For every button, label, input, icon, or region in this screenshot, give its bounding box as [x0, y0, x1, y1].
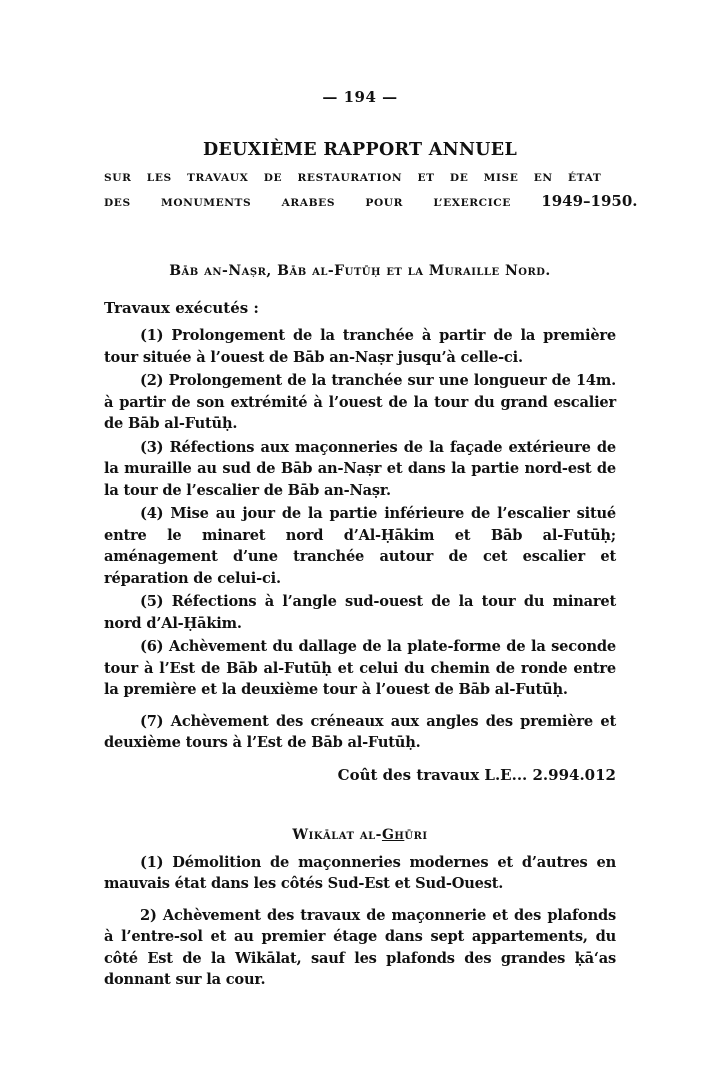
heading-prefix: Wikālat al- — [292, 826, 382, 843]
subtitle-line-2-text: DES MONUMENTS ARABES POUR L’EXERCICE — [104, 197, 511, 209]
report-title: DEUXIÈME RAPPORT ANNUEL — [202, 140, 518, 160]
document-page — [104, 88, 638, 993]
section-1-item-4: (4) Mise au jour de la partie inférieure de l’escalier situé entre le minaret nord d’Al-Ḥākim et Bāb al-Futūḥ; aménagement d’une tranchée autour de cet escalier et réparation de celui-ci. — [104, 505, 616, 587]
page-number: — 194 — — [322, 88, 398, 106]
report-subtitle — [104, 167, 638, 215]
section-2-item-1: (1) Démolition de maçonneries modernes et d’autres en mauvais état dans les côtés Sud-Est et Sud-Ouest. — [104, 853, 616, 892]
section-heading-wikalat-al-ghuri — [104, 824, 616, 846]
section-1-item-2: (2) Prolongement de la tranchée sur une longueur de 14m. à partir de son extrémité à l’ouest de la tour du grand escalier de Bāb al-Futūḥ. — [104, 372, 616, 432]
section-1-item-1: (1) Prolongement de la tranchée à partir de la première tour située à l’ouest de Bāb an-Naṣr jusqu’à celle-ci. — [104, 327, 616, 366]
section-1-cost: Coût des travaux L.E... 2.994.012 — [337, 765, 616, 784]
section-1-item-5: (5) Réfections à l’angle sud-ouest de la tour du minaret nord d’Al-Ḥākim. — [104, 593, 616, 632]
section-1-item-6: (6) Achèvement du dallage de la plate-forme de la seconde tour à l’Est de Bāb al-Futūḥ et celui du chemin de ronde entre la première et la deuxième tour à l’ouest de Bāb al-Futūḥ. — [104, 638, 616, 698]
subtitle-line-2 — [104, 190, 638, 215]
subtitle-line-1: SUR LES TRAVAUX DE RESTAURATION ET DE MISE EN ÉTAT — [104, 172, 602, 184]
heading-suffix: ūri — [404, 826, 428, 843]
section-subheading-travaux: Travaux exécutés : — [104, 299, 259, 317]
heading-underlined: Gh — [381, 826, 405, 843]
subtitle-years: 1949–1950. — [541, 192, 638, 210]
section-1-item-3: (3) Réfections aux maçonneries de la façade extérieure de la muraille au sud de Bāb an-Naṣr et dans la partie nord-est de la tour de l’escalier de Bāb an-Naṣr. — [104, 438, 616, 499]
section-1-item-7: (7) Achèvement des créneaux aux angles des première et deuxième tours à l’Est de Bāb al-Futūḥ. — [104, 712, 616, 751]
section-heading-bab-an-nasr: Bāb an-Naṣr, Bāb al-Futūḥ et la Muraille Nord. — [169, 263, 551, 279]
section-2-item-2: 2) Achèvement des travaux de maçonnerie et des plafonds à l’entre-sol et au premier étage dans sept appartements, du côté Est de la Wikālat, sauf les plafonds des grandes ḳā‘as donnant sur la cour. — [104, 906, 616, 988]
